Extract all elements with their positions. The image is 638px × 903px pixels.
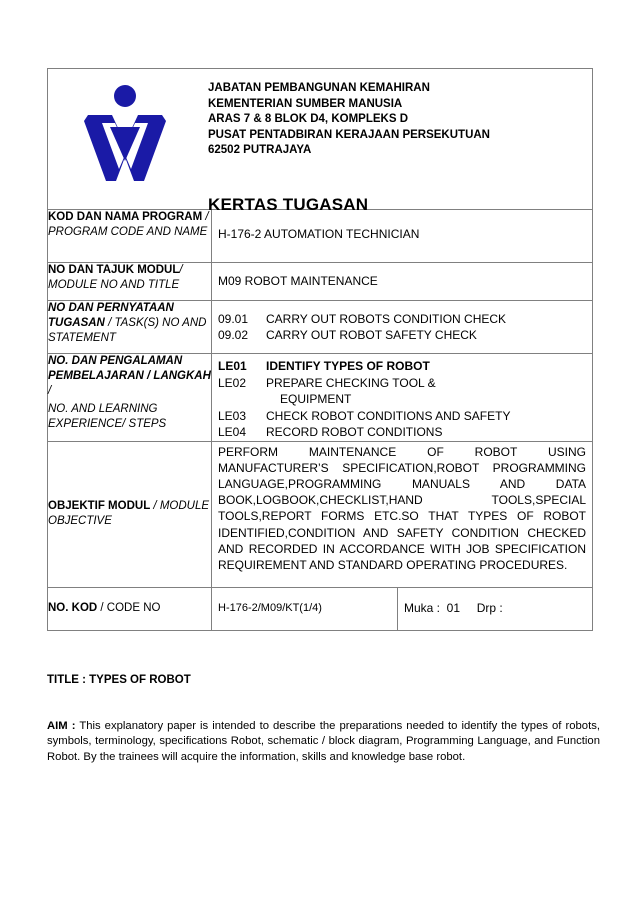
learning-list-cell (212, 354, 593, 442)
task-label: NO DAN PERNYATAAN TUGASAN / TASK(S) NO AND STATEMENT (48, 301, 212, 354)
page-number: Muka : 01 Drp : (404, 601, 503, 615)
jpk-logo-icon (82, 83, 168, 183)
aim-text: This explanatory paper is intended to describe the preparations needed to identify the types of robots, symbols, terminology, specifications Robot, schematic / block diagram, Programming Language, and Function Robot. By the trainees will acquire the information, skills and knowledge base robot. (47, 720, 601, 763)
task-sheet-form (47, 68, 593, 631)
org-line: 62502 PUTRAJAYA (208, 144, 312, 156)
task-list-cell (212, 301, 593, 354)
learning-item-continued: EQUIPMENT (280, 392, 352, 406)
learning-item: LE04 RECORD ROBOT CONDITIONS (218, 425, 443, 439)
objective-cell (212, 441, 593, 587)
learning-label: NO. DAN PENGALAMAN PEMBELAJARAN / LANGKAH / NO. AND LEARNING EXPERIENCE/ STEPS (48, 354, 212, 442)
paper-title: TITLE : TYPES OF ROBOT (47, 674, 191, 686)
learning-item: LE02 PREPARE CHECKING TOOL & (218, 375, 436, 390)
code-value-cell (212, 587, 398, 630)
form-header (48, 69, 593, 214)
aim-label: AIM : (47, 720, 76, 732)
task-item: 09.02 CARRY OUT ROBOT SAFETY CHECK (218, 328, 477, 342)
page-number-cell (398, 587, 593, 630)
org-line: KEMENTERIAN SUMBER MANUSIA (208, 97, 403, 110)
code-label: NO. KOD / CODE NO (48, 587, 212, 630)
org-line: PUSAT PENTADBIRAN KERAJAAN PERSEKUTUAN (208, 128, 490, 141)
document-title: KERTAS TUGASAN (208, 195, 369, 214)
org-line: JABATAN PEMBANGUNAN KEMAHIRAN (208, 82, 430, 94)
organization-address (208, 81, 490, 159)
program-value-cell (212, 210, 593, 263)
code-value: H-176-2/M09/KT(1/4) (218, 602, 322, 614)
task-item: 09.01 CARRY OUT ROBOTS CONDITION CHECK (218, 312, 507, 326)
org-line: ARAS 7 & 8 BLOK D4, KOMPLEKS D (208, 113, 408, 125)
learning-item: LE03 CHECK ROBOT CONDITIONS AND SAFETY (218, 408, 511, 423)
module-value-cell (212, 263, 593, 301)
learning-item: LE01 IDENTIFY TYPES OF ROBOT (218, 359, 430, 373)
objective-text: PERFORM MAINTENANCE OF ROBOT USING MANUFACTURER’S SPECIFICATION,ROBOT PROGRAMMING LANGUAGE,PROGRAMMING MANUALS AND DATA BOOK,LOGBOOK,CHECKLIST,HAND TOOLS,SPECIAL TOOLS,REPORT FORMS ETC.SO THAT TYPES OF ROBOT IDENTIFIED,CONDITION AND SAFETY CONDITION CHECKED AND RECORDED IN ACCORDANCE WITH JOB SPECIFICATION REQUIREMENT AND STANDARD OPERATING PROCEDURES. (218, 444, 587, 572)
module-label: NO DAN TAJUK MODUL/ MODULE NO AND TITLE (48, 263, 212, 301)
module-value: M09 ROBOT MAINTENANCE (218, 274, 378, 288)
program-label: KOD DAN NAMA PROGRAM / PROGRAM CODE AND NAME (48, 210, 212, 263)
aim-paragraph (47, 719, 600, 765)
program-value: H-176-2 AUTOMATION TECHNICIAN (218, 227, 420, 241)
objective-label: OBJEKTIF MODUL / MODULE OBJECTIVE (48, 441, 212, 587)
